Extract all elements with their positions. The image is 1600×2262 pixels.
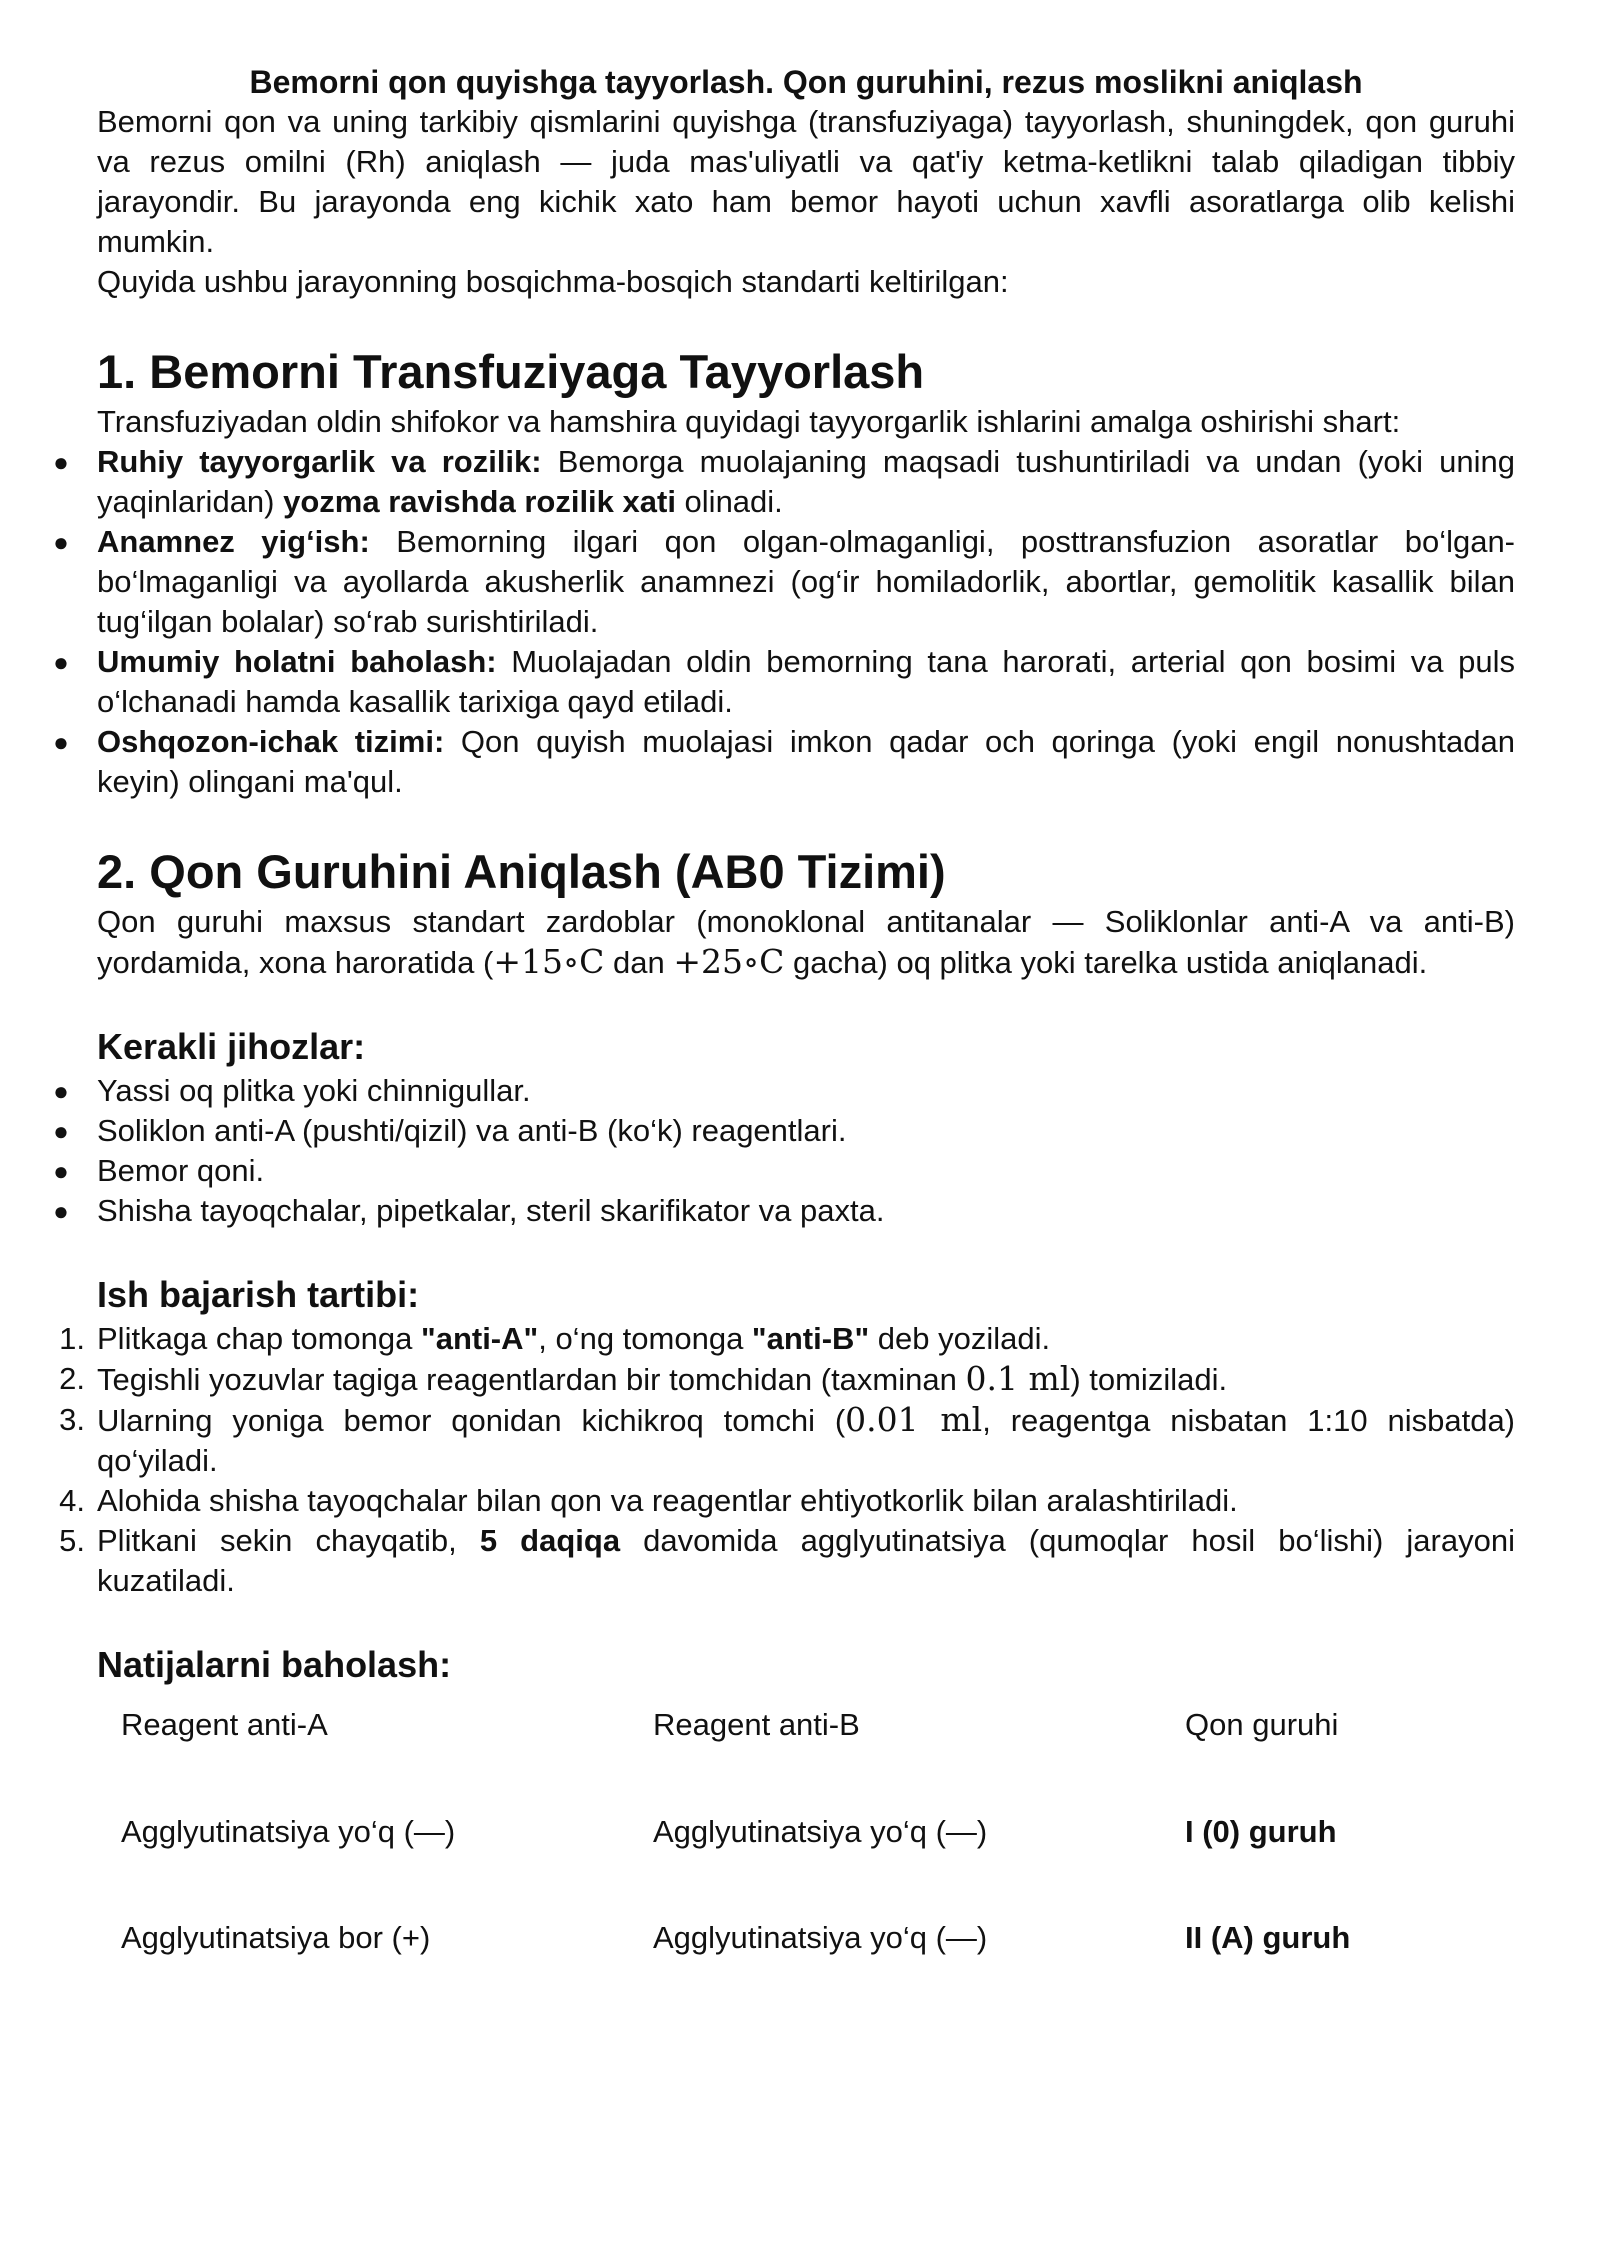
step-text: Alohida shisha tayoqchalar bilan qon va reagentlar ehtiyotkorlik bilan aralashtiriladi.	[97, 1483, 1238, 1518]
column-header: Reagent anti-A	[121, 1707, 328, 1742]
section-2-paragraph	[97, 902, 1515, 983]
procedure-list	[59, 1319, 1516, 1601]
bullet-icon: ●	[53, 727, 69, 757]
item-text: Shisha tayoqchalar, pipetkalar, steril skarifikator va paxta.	[97, 1193, 885, 1228]
item-text: Bemor qoni.	[97, 1153, 265, 1188]
list-item	[59, 1359, 1515, 1400]
item-text: Bemorning ilgari qon olgan-olmaganligi, posttransfuzion asoratlar bo‘lgan-bo‘lmaganligi va ayollarda akusherlik anamnezi (og‘ir homiladorlik, abortlar, gemolitik kasallik bilan tug‘ilgan bolalar) so‘rab surishtiriladi.	[97, 524, 1516, 639]
item-label: Umumiy holatni baholash:	[97, 644, 497, 679]
bullet-icon: ●	[53, 527, 69, 557]
intro-lead: Quyida ushbu jarayonning bosqichma-bosqich standarti keltirilgan:	[97, 264, 1009, 299]
section-2-heading: 2. Qon Guruhini Aniqlash (AB0 Tizimi)	[97, 845, 946, 898]
list-item	[53, 1191, 1515, 1231]
equipment-list	[53, 1071, 1515, 1231]
table-header-row	[121, 1703, 1515, 1779]
table-cell: Agglyutinatsiya bor (+)	[121, 1920, 431, 1955]
results-heading: Natijalarni baholash:	[97, 1644, 452, 1685]
bullet-icon: ●	[53, 1116, 69, 1146]
item-text-end: olinadi.	[675, 484, 783, 519]
step-text: davomida agglyutinatsiya (qumoqlar hosil bo‘lishi) jarayoni kuzatiladi.	[97, 1523, 1515, 1598]
step-text: Tegishli yozuvlar tagiga reagentlardan bir tomchidan (taxminan	[97, 1362, 966, 1397]
item-text: Muolajadan oldin bemorning tana harorati, arterial qon bosimi va puls o‘lchanadi hamda kasallik tarixiga qayd etiladi.	[97, 644, 1516, 719]
step-number: 2.	[59, 1361, 85, 1396]
step-text: Plitkani sekin chayqatib,	[97, 1523, 480, 1558]
item-text: Yassi oq plitka yoki chinnigullar.	[97, 1073, 531, 1108]
paragraph-text: dan	[604, 945, 674, 980]
table-cell: Agglyutinatsiya yo‘q (—)	[121, 1814, 456, 1849]
list-item	[59, 1481, 1515, 1521]
step-emphasis: 5 daqiqa	[479, 1523, 621, 1558]
step-volume: 0.01 ml	[845, 1400, 983, 1439]
bullet-icon: ●	[53, 1076, 69, 1106]
list-item	[53, 1111, 1515, 1151]
paragraph-text: gacha) oq plitka yoki tarelka ustida aniqlanadi.	[784, 945, 1428, 980]
temperature-min: +15∘C	[493, 942, 605, 981]
results-table	[121, 1703, 1515, 1991]
item-text: Qon quyish muolajasi imkon qadar och qoringa (yoki engil nonushtadan keyin) olingani ma'qul.	[97, 724, 1515, 799]
item-text: Bemorga muolajaning maqsadi tushuntiriladi va undan (yoki uning yaqinlaridan)	[97, 444, 1515, 519]
blood-group-cell: II (A) guruh	[1185, 1920, 1351, 1955]
document-title: Bemorni qon quyishga tayyorlash. Qon guruhini, rezus moslikni aniqlash	[249, 64, 1363, 100]
column-header: Qon guruhi	[1185, 1707, 1339, 1742]
item-emphasis: yozma ravishda rozilik xati	[283, 484, 676, 519]
bullet-icon: ●	[53, 1196, 69, 1226]
step-number: 3.	[59, 1402, 85, 1437]
list-item	[59, 1319, 1515, 1359]
step-number: 5.	[59, 1523, 85, 1558]
table-cell: Agglyutinatsiya yo‘q (—)	[653, 1814, 988, 1849]
step-emphasis: "anti-A"	[421, 1321, 539, 1356]
item-text: Soliklon anti-A (pushti/qizil) va anti-B (ko‘k) reagentlari.	[97, 1113, 847, 1148]
table-row	[121, 1885, 1515, 1991]
section-1-lead: Transfuziyadan oldin shifokor va hamshira quyidagi tayyorgarlik ishlarini amalga oshirishi shart:	[97, 404, 1401, 439]
list-item	[53, 722, 1515, 802]
bullet-icon: ●	[53, 647, 69, 677]
paragraph-text: Qon guruhi maxsus standart zardoblar (monoklonal antitanalar — Soliklonlar anti-A va anti-B) yordamida, xona haroratida (	[97, 904, 1515, 980]
list-item	[53, 642, 1516, 722]
step-text: Ularning yoniga bemor qonidan kichikroq tomchi (	[97, 1403, 846, 1438]
step-text: deb yoziladi.	[869, 1321, 1051, 1356]
step-text: , reagentga nisbatan 1:10 nisbatda) qo‘yiladi.	[97, 1403, 1516, 1478]
temperature-max: +25∘C	[673, 942, 785, 981]
list-item	[53, 1151, 1515, 1191]
section-1-heading: 1. Bemorni Transfuziyaga Tayyorlash	[97, 345, 925, 398]
step-number: 1.	[59, 1321, 85, 1356]
blood-group-cell: I (0) guruh	[1185, 1814, 1337, 1849]
list-item	[53, 1071, 1515, 1111]
bullet-icon: ●	[53, 447, 69, 477]
step-text: ) tomiziladi.	[1070, 1362, 1228, 1397]
table-row	[121, 1779, 1515, 1885]
intro-paragraph: Bemorni qon va uning tarkibiy qismlarini quyishga (transfuziyaga) tayyorlash, shuningdek, qon guruhi va rezus omilni (Rh) aniqlash — juda mas'uliyatli va qat'iy ketma-ketlikni talab qiladigan tibbiy jarayondir. Bu jarayonda eng kichik xato ham bemor hayoti uchun xavfli asoratlarga olib kelishi mumkin.	[97, 104, 1515, 259]
list-item	[59, 1521, 1515, 1601]
procedure-heading: Ish bajarish tartibi:	[97, 1274, 420, 1315]
bullet-icon: ●	[53, 1156, 69, 1186]
equipment-heading: Kerakli jihozlar:	[97, 1026, 366, 1067]
column-header: Reagent anti-B	[653, 1707, 860, 1742]
table-cell: Agglyutinatsiya yo‘q (—)	[653, 1920, 988, 1955]
item-label: Anamnez yig‘ish:	[97, 524, 370, 559]
item-label: Oshqozon-ichak tizimi:	[97, 724, 445, 759]
document-content	[53, 62, 1516, 1991]
list-item	[53, 442, 1515, 522]
step-emphasis: "anti-B"	[751, 1321, 870, 1356]
item-label: Ruhiy tayyorgarlik va rozilik:	[97, 444, 542, 479]
preparation-list	[53, 442, 1516, 802]
step-text: Plitkaga chap tomonga	[97, 1321, 421, 1356]
list-item	[59, 1400, 1516, 1481]
list-item	[53, 522, 1516, 642]
step-number: 4.	[59, 1483, 85, 1518]
step-text: , o‘ng tomonga	[538, 1321, 752, 1356]
step-volume: 0.1 ml	[965, 1359, 1071, 1398]
